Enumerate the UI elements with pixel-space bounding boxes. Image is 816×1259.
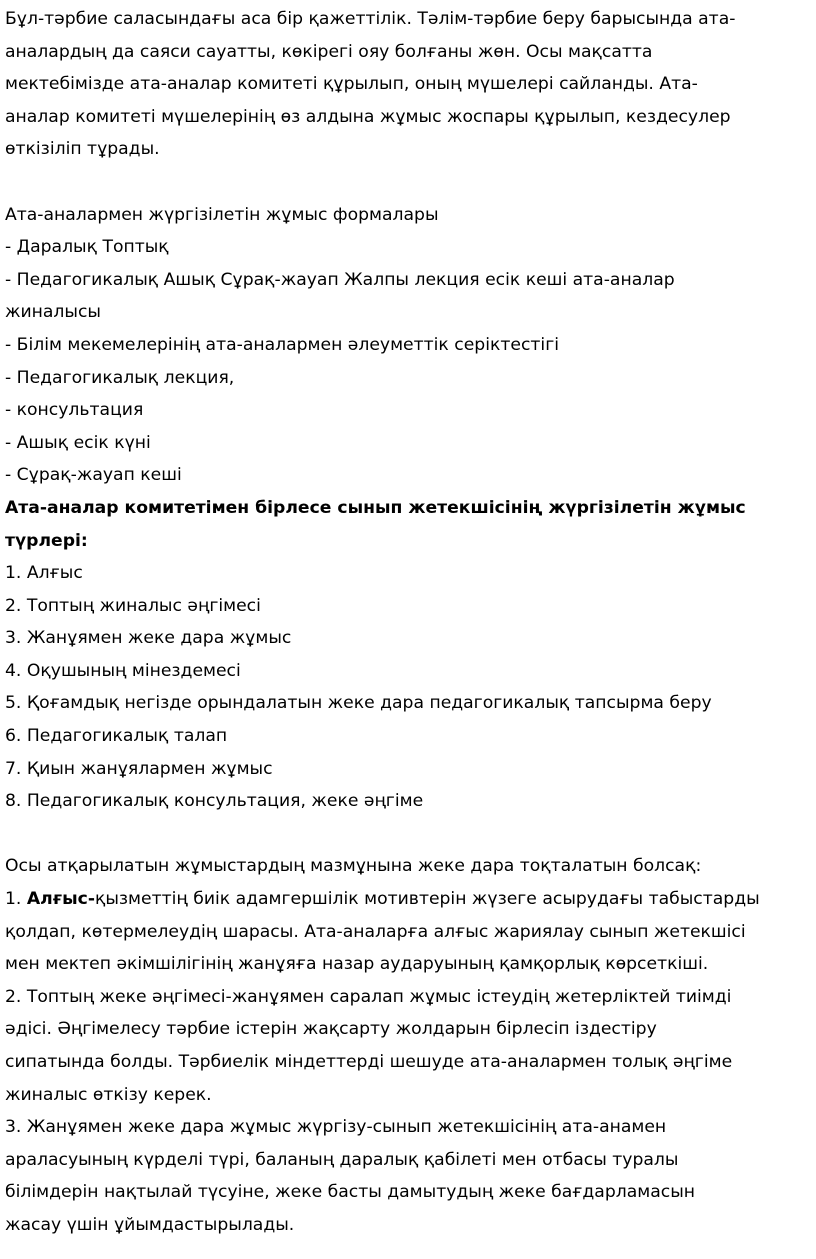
detail-item-3-line: білімдерін нақтылай түсуіне, жеке басты дамытудың жеке бағдарламасын [5,1182,696,1203]
document-page [5,3,811,1242]
work-forms-heading: Ата-аналармен жүргізілетін жұмыс формалары [5,204,439,225]
work-form-item: - Сұрақ-жауап кеші [5,465,182,486]
committee-list-item: 3. Жанұямен жеке дара жұмыс [5,628,292,649]
committee-list-item: 7. Қиын жанұялармен жұмыс [5,758,273,779]
work-form-item: - Даралық Топтық [5,237,169,258]
work-form-item: - Ашық есік күні [5,432,151,453]
committee-heading: түрлері: [5,530,88,551]
work-form-item: - Педагогикалық лекция, [5,367,235,388]
detail-item-2-line: 2. Топтың жеке әңгімесі-жанұямен саралап жұмыс істеудің жетерліктей тиімді [5,986,732,1007]
intro-line: аналар комитеті мүшелерінің өз алдына жұмыс жоспары құрылып, кездесулер [5,106,731,127]
detail-item-1-line: мен мектеп әкімшілігінің жанұяға назар аударуының қамқорлық көрсеткіші. [5,954,709,975]
committee-heading: Ата-аналар комитетімен бірлесе сынып жетекшісінің жүргізілетін жұмыс [5,497,746,518]
work-forms-section [5,199,811,492]
work-form-item: - консультация [5,400,144,421]
committee-list-item: 2. Топтың жиналыс әңгімесі [5,595,261,616]
work-form-item: - Педагогикалық Ашық Сұрақ-жауап Жалпы лекция есік кеші ата-аналар [5,269,675,290]
detail-item-text: қызметтің биік адамгершілік мотивтерін жүзеге асырудағы табыстарды [94,889,760,910]
detail-item-1-first-line [5,883,811,916]
committee-work-section [5,492,811,818]
blank-line [5,166,811,199]
detail-item-3-line: жасау үшін ұйымдастырылады. [5,1214,295,1235]
committee-list-item: 4. Оқушының мінездемесі [5,660,241,681]
intro-line: аналардың да саяси сауатты, көкірегі ояу болғаны жөн. Осы мақсатта [5,41,653,62]
work-form-item: жиналысы [5,302,101,323]
committee-list-item: 5. Қоғамдық негізде орындалатын жеке дара педагогикалық тапсырма беру [5,693,712,714]
detail-item-2-line: әдісі. Әңгімелесу тәрбие істерін жақсарту жолдарын бірлесіп іздестіру [5,1019,657,1040]
intro-line: Бұл-тәрбие саласындағы аса бір қажеттілік. Тәлім-тәрбие беру барысында ата- [5,9,736,29]
detail-item-3-line: 3. Жанұямен жеке дара жұмыс жүргізу-сынып жетекшісінің ата-анамен [5,1117,667,1138]
blank-line [5,818,811,851]
detail-item-number: 1. [5,889,27,910]
work-form-item: - Білім мекемелерінің ата-аналармен әлеуметтік серіктестігі [5,334,559,355]
intro-line: өткізіліп тұрады. [5,139,160,160]
details-intro: Осы атқарылатын жұмыстардың мазмұнына жеке дара тоқталатын болсақ: [5,856,702,877]
committee-list-item: 1. Алғыс [5,563,83,584]
detail-item-2-line: сипатында болды. Тәрбиелік міндеттерді шешуде ата-аналармен толық әңгіме [5,1052,733,1072]
committee-list-item: 6. Педагогикалық талап [5,726,228,747]
intro-paragraph [5,3,811,166]
detail-item-2-line: жиналыс өткізу керек. [5,1084,212,1105]
intro-line: мектебімізде ата-аналар комитеті құрылып, оның мүшелері сайланды. Ата- [5,74,698,95]
detail-item-term: Алғыс- [26,889,95,910]
detail-item-3-line: араласуының күрделі түрі, баланың даралық қабілеті мен отбасы туралы [5,1149,679,1170]
details-section [5,850,811,1241]
detail-item-1-line: қолдап, көтермелеудің шарасы. Ата-аналарға алғыс жариялау сынып жетекшісі [5,921,746,942]
committee-list-item: 8. Педагогикалық консультация, жеке әңгіме [5,791,424,812]
